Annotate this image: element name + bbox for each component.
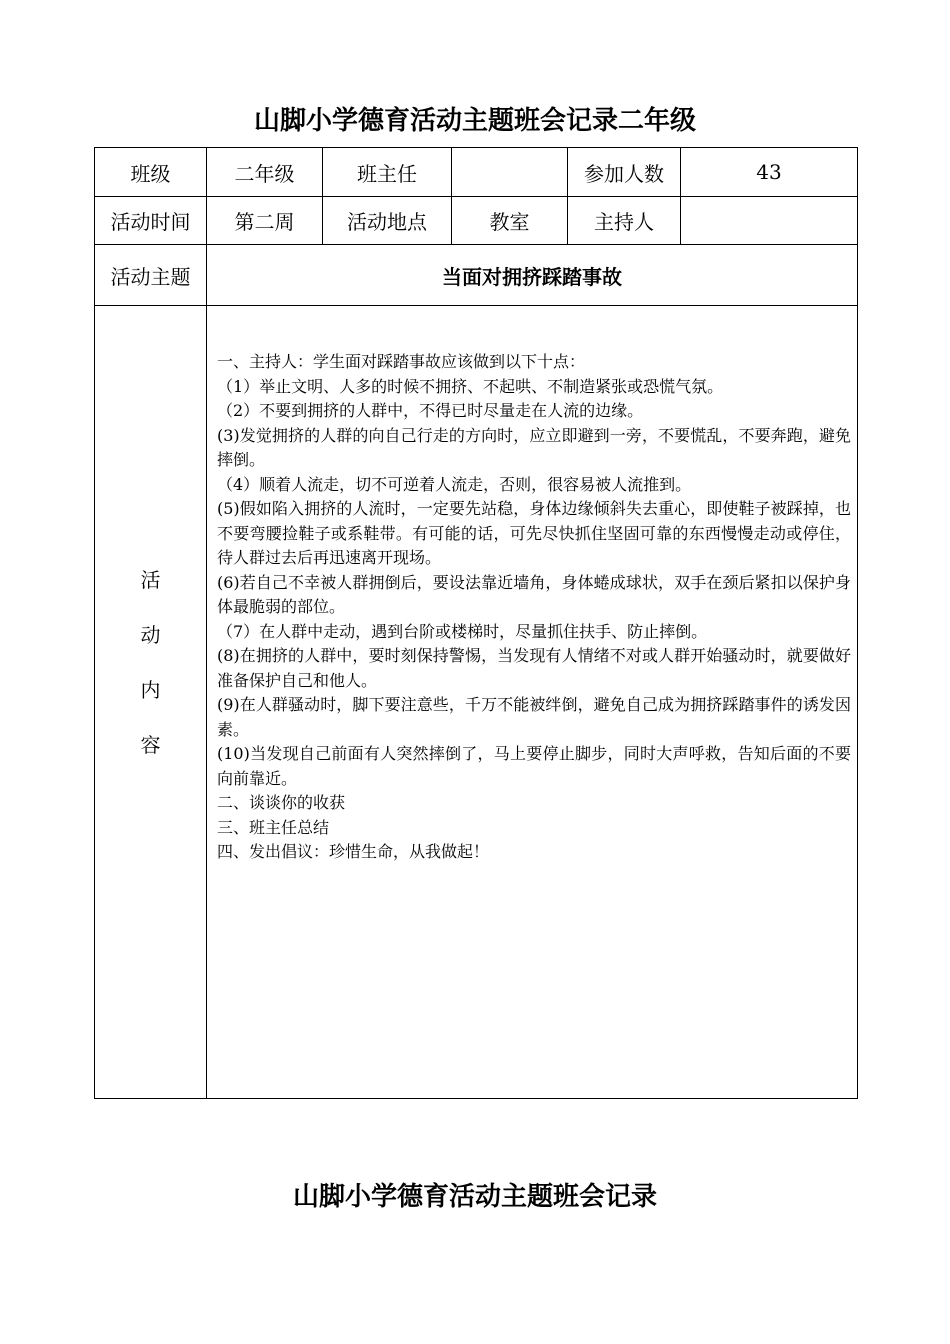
theme-label: 活动主题 xyxy=(95,245,207,306)
content-label-cell xyxy=(95,306,207,1099)
content-line: （4）顺着人流走，切不可逆着人流走，否则，很容易被人流推到。 xyxy=(217,474,692,494)
class-label: 班级 xyxy=(95,148,207,197)
content-label-char: 内 xyxy=(140,678,161,702)
record-table xyxy=(94,147,858,1099)
page-title: 山脚小学德育活动主题班会记录二年级 xyxy=(253,106,696,136)
theme-value: 当面对拥挤踩踏事故 xyxy=(207,245,858,306)
content-line: (6)若自己不幸被人群拥倒后，要设法靠近墙角，身体蜷成球状，双手在颈后紧扣以保护身体最脆弱的部位。 xyxy=(217,572,851,616)
content-line: 一、主持人：学生面对踩踏事故应该做到以下十点： xyxy=(217,352,586,371)
table-row-time-place xyxy=(95,197,858,245)
time-value: 第二周 xyxy=(207,197,323,245)
content-line: （2）不要到拥挤的人群中，不得已时尽量走在人流的边缘。 xyxy=(217,401,644,420)
content-line: （1）举止文明、人多的时候不拥挤、不起哄、不制造紧张或恐慌气氛。 xyxy=(217,376,724,396)
place-value: 教室 xyxy=(452,197,568,245)
class-value: 二年级 xyxy=(207,148,323,197)
content-line: （7）在人群中走动，遇到台阶或楼梯时，尽量抓住扶手、防止摔倒。 xyxy=(217,621,708,641)
content-label-char: 动 xyxy=(140,623,161,647)
content-line: 三、班主任总结 xyxy=(217,817,330,837)
table-row-content xyxy=(95,306,858,1099)
content-label-char: 容 xyxy=(140,733,161,757)
next-page-title: 山脚小学德育活动主题班会记录 xyxy=(292,1182,657,1212)
content-line: (8)在拥挤的人群中，要时刻保持警惕，当发现有人情绪不对或人群开始骚动时，就要做好准备保护自己和他人。 xyxy=(217,646,851,690)
content-body xyxy=(207,306,858,1099)
participants-value: 43 xyxy=(681,148,858,197)
host-label: 主持人 xyxy=(568,197,681,245)
content-line: (3)发觉拥挤的人群的向自己行走的方向时，应立即避到一旁，不要慌乱，不要奔跑，避免摔倒。 xyxy=(217,425,851,469)
content-label xyxy=(95,564,206,758)
content-line: 二、谈谈你的收获 xyxy=(217,793,346,812)
teacher-label: 班主任 xyxy=(323,148,452,197)
content-line: (10)当发现自己前面有人突然摔倒了，马上要停止脚步，同时大声呼救，告知后面的不要向前靠近。 xyxy=(217,744,851,788)
host-value xyxy=(681,197,858,245)
content-line: (9)在人群骚动时，脚下要注意些，千万不能被绊倒，避免自己成为拥挤踩踏事件的诱发因素。 xyxy=(217,695,851,739)
participants-label: 参加人数 xyxy=(568,148,681,197)
time-label: 活动时间 xyxy=(95,197,207,245)
table-row-theme xyxy=(95,245,858,306)
teacher-value xyxy=(452,148,568,197)
place-label: 活动地点 xyxy=(323,197,452,245)
content-line: (5)假如陷入拥挤的人流时，一定要先站稳，身体边缘倾斜失去重心，即使鞋子被踩掉，也不要弯腰捡鞋子或系鞋带。有可能的话，可先尽快抓住坚固可靠的东西慢慢走动或停住，待人群过去后再迅速离开现场。 xyxy=(217,499,851,567)
content-line: 四、发出倡议：珍惜生命，从我做起！ xyxy=(217,842,490,861)
content-label-char: 活 xyxy=(140,568,161,592)
table-row-class-info xyxy=(95,148,858,197)
